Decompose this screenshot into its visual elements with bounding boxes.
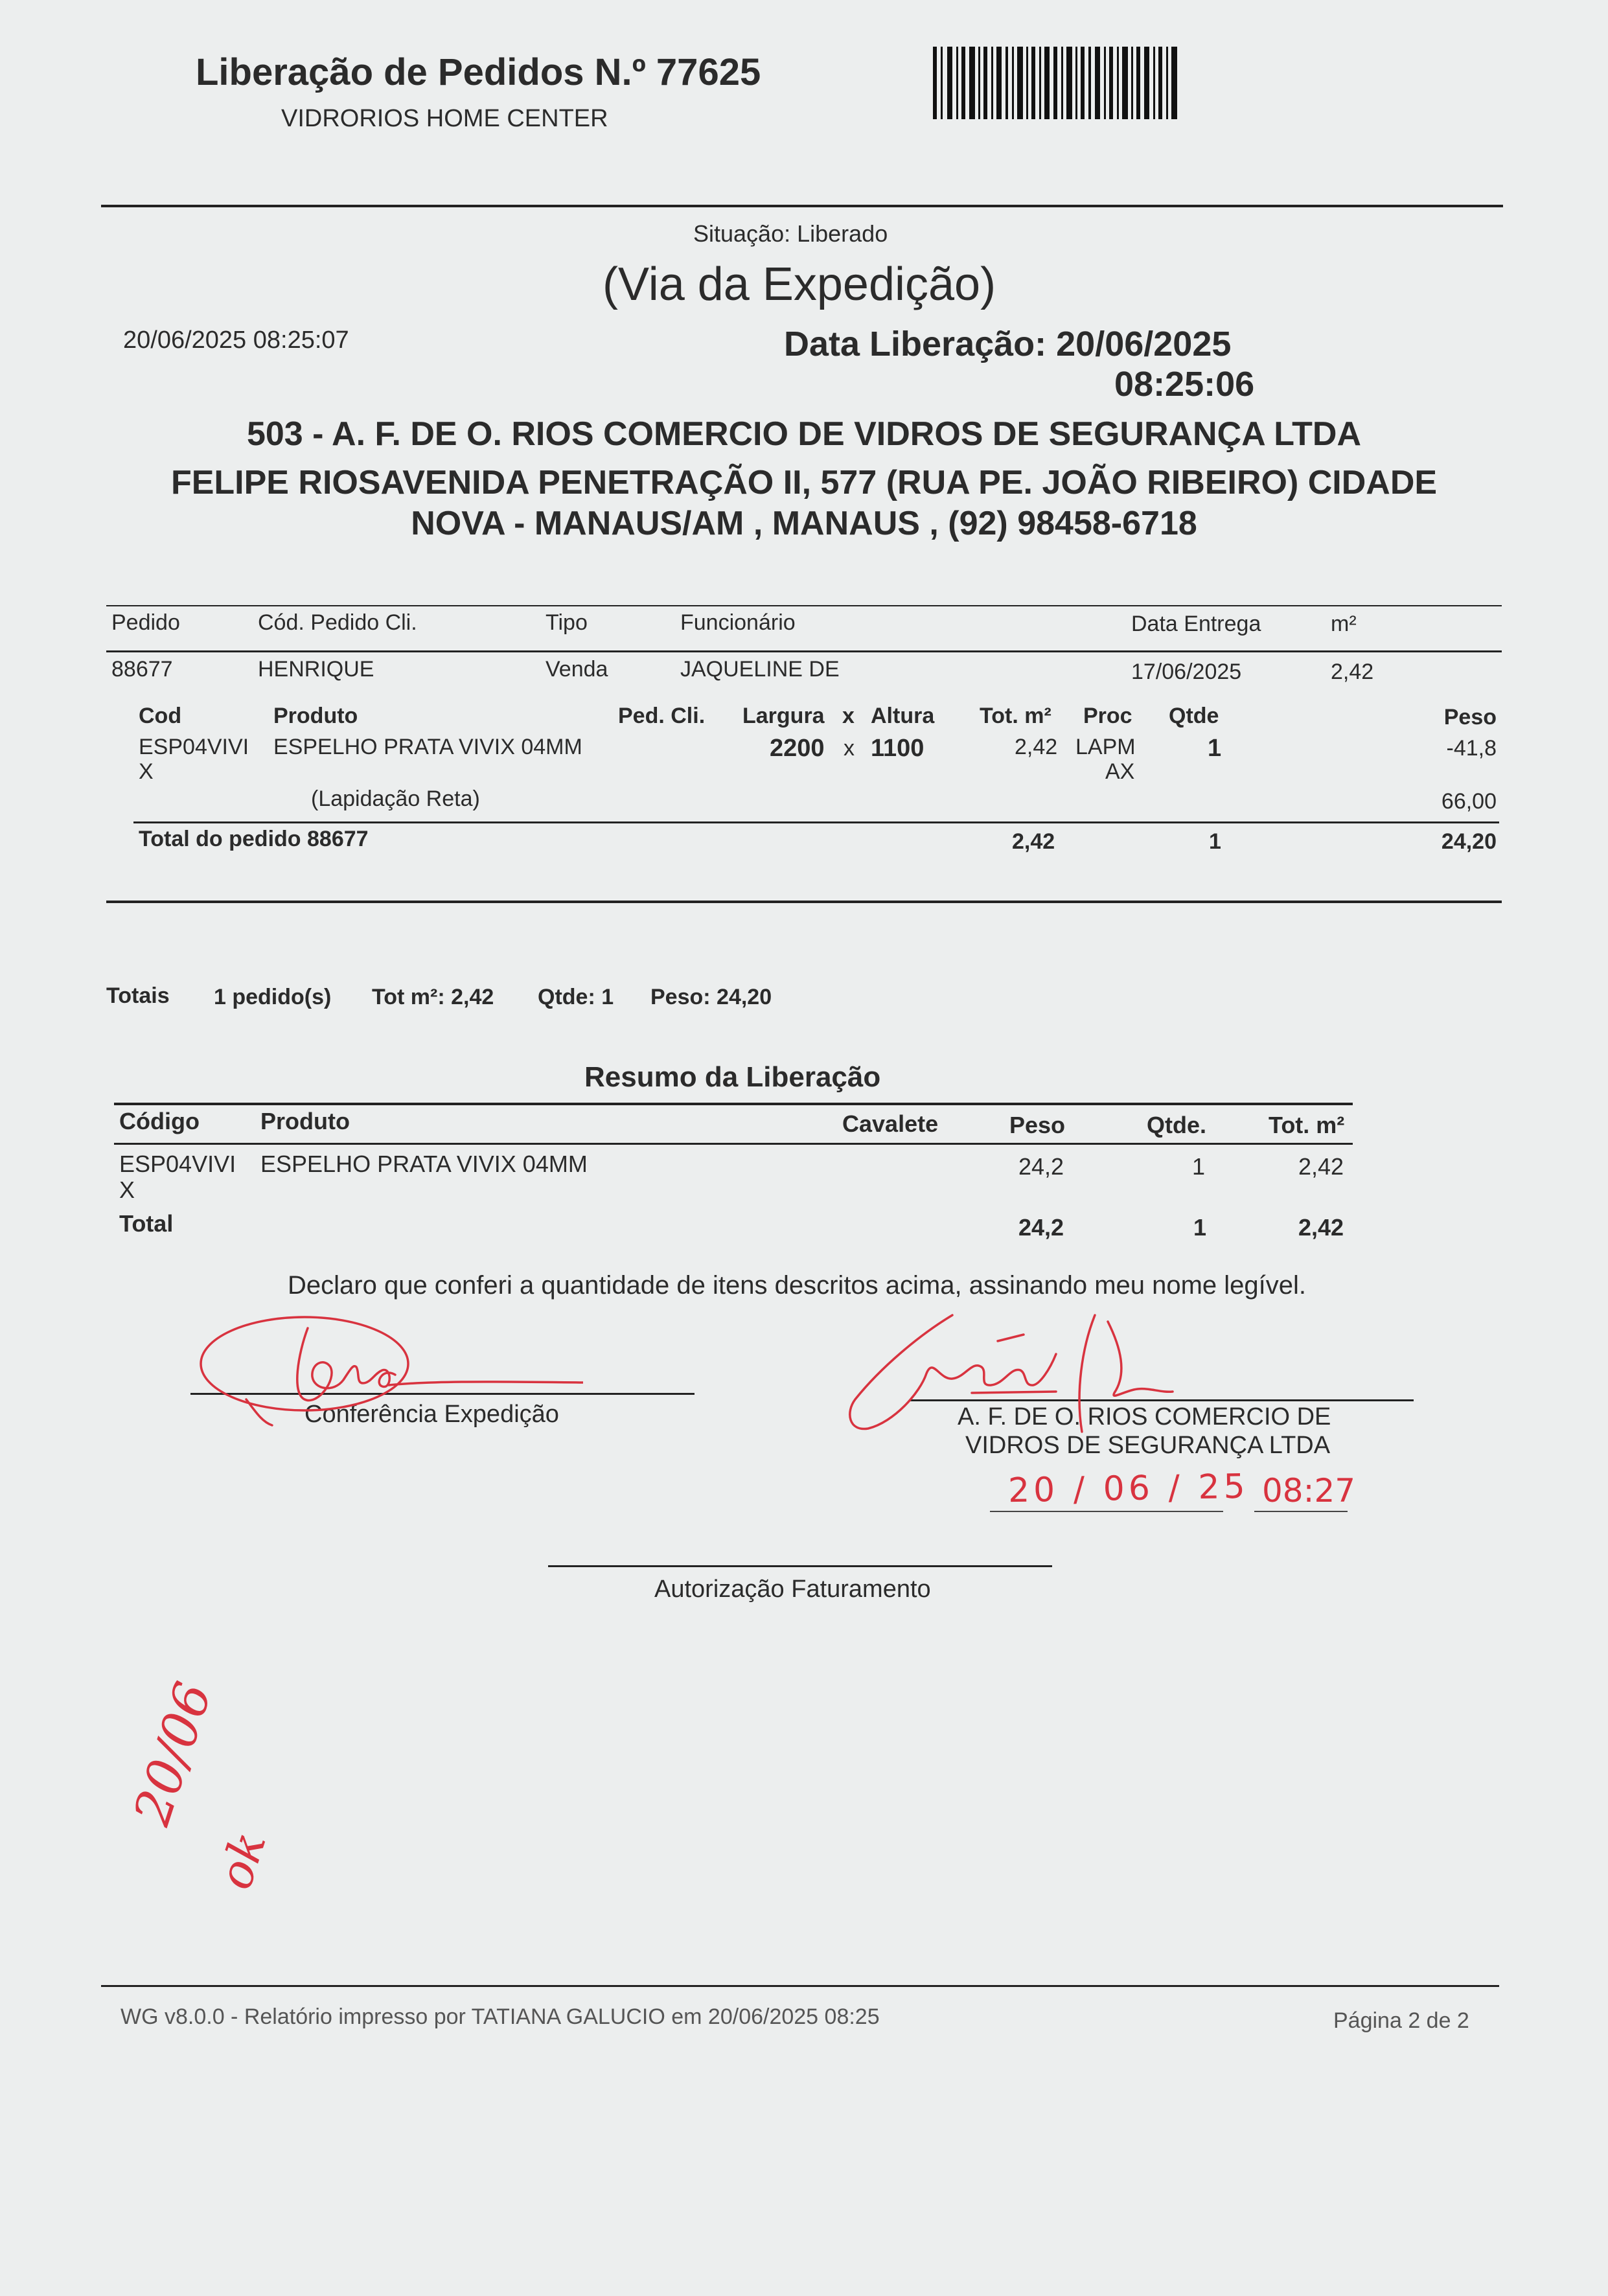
footer-divider	[101, 1985, 1499, 1987]
order-total-m2: 2,42	[1012, 829, 1055, 854]
item-produto: ESPELHO PRATA VIVIX 04MM	[273, 735, 582, 759]
customer-line-1: 503 - A. F. DE O. RIOS COMERCIO DE VIDROS DE SEGURANÇA LTDA	[246, 415, 1362, 453]
margin-note-ok: ok	[207, 1825, 277, 1896]
item-altura: 1100	[871, 735, 925, 762]
summary-peso: 24,2	[1018, 1153, 1064, 1180]
signature-company-line2: VIDROS DE SEGURANÇA LTDA	[965, 1432, 1331, 1459]
release-time: 08:25:06	[1114, 365, 1255, 404]
barcode	[933, 47, 1179, 119]
items-largura-header: Largura	[742, 704, 825, 728]
items-tot-m2-header: Tot. m²	[980, 704, 1051, 728]
item-sub-note: (Lapidação Reta)	[311, 786, 480, 811]
summary-total-peso: 24,2	[1018, 1214, 1064, 1241]
col-tipo-header: Tipo	[546, 610, 588, 635]
totals-label: Totais	[106, 983, 170, 1008]
order-table-header-line	[106, 650, 1502, 652]
summary-cavalete-header: Cavalete	[842, 1110, 939, 1137]
order-funcionario: JAQUELINE DE	[680, 657, 840, 682]
print-datetime: 20/06/2025 08:25:07	[123, 327, 349, 354]
summary-total-qtde: 1	[1193, 1214, 1207, 1241]
summary-codigo-header: Código	[119, 1108, 200, 1134]
customer-line-3: NOVA - MANAUS/AM , MANAUS , (92) 98458-6718	[411, 505, 1197, 542]
order-cod-cli: HENRIQUE	[258, 657, 374, 682]
item-cod-line1: ESP04VIVI	[139, 735, 249, 759]
order-total-qtde: 1	[1209, 829, 1221, 854]
col-m2-header: m²	[1331, 612, 1357, 636]
item-peso: -41,8	[1446, 736, 1497, 761]
order-total-peso: 24,20	[1441, 829, 1497, 854]
items-cod-header: Cod	[139, 704, 182, 728]
summary-total-tot-m2: 2,42	[1298, 1214, 1344, 1241]
via-title: (Via da Expedição)	[603, 258, 996, 310]
totals-pedidos: 1 pedido(s)	[214, 985, 332, 1009]
item-cod-line2: X	[139, 759, 154, 784]
order-total-label: Total do pedido 88677	[139, 827, 369, 851]
item-proc-line1: LAPM	[1075, 735, 1136, 759]
order-m2: 2,42	[1331, 660, 1374, 684]
items-total-line	[133, 821, 1499, 823]
items-proc-header: Proc	[1083, 704, 1132, 728]
release-date: Data Liberação: 20/06/2025	[784, 325, 1232, 363]
items-qtde-header: Qtde	[1169, 704, 1219, 728]
company-short-name: VIDRORIOS HOME CENTER	[281, 105, 608, 132]
col-pedido-header: Pedido	[111, 610, 180, 635]
col-data-entrega-header: Data Entrega	[1131, 612, 1261, 636]
totals-peso: Peso: 24,20	[650, 985, 772, 1009]
summary-title: Resumo da Liberação	[584, 1061, 881, 1093]
item-largura: 2200	[770, 735, 825, 762]
summary-codigo-line1: ESP04VIVI	[119, 1151, 236, 1177]
footer-printed-by: WG v8.0.0 - Relatório impresso por TATIANA GALUCIO em 20/06/2025 08:25	[121, 2004, 880, 2029]
summary-qtde-header: Qtde.	[1147, 1112, 1207, 1138]
page-title: Liberação de Pedidos N.º 77625	[196, 51, 761, 93]
items-peso-header: Peso	[1443, 705, 1497, 729]
items-altura-header: Altura	[871, 704, 935, 728]
date-underline	[990, 1511, 1223, 1512]
order-table-top-line	[106, 605, 1502, 606]
items-produto-header: Produto	[273, 704, 358, 728]
order-tipo: Venda	[546, 657, 608, 682]
item-tot-m2: 2,42	[1015, 735, 1058, 759]
col-cod-cli-header: Cód. Pedido Cli.	[258, 610, 417, 635]
conferencia-signature	[194, 1302, 583, 1432]
order-block-bottom-line	[106, 901, 1502, 903]
item-sub-peso: 66,00	[1441, 789, 1497, 814]
signature-company-line1: A. F. DE O. RIOS COMERCIO DE	[958, 1403, 1331, 1430]
summary-top-line	[114, 1103, 1353, 1105]
autorizacao-label: Autorização Faturamento	[654, 1576, 931, 1603]
order-data-entrega: 17/06/2025	[1131, 660, 1242, 684]
summary-qtde: 1	[1192, 1153, 1206, 1180]
totals-qtde: Qtde: 1	[538, 985, 614, 1009]
summary-produto: ESPELHO PRATA VIVIX 04MM	[260, 1151, 588, 1177]
footer-page-number: Página 2 de 2	[1333, 2008, 1469, 2033]
autorizacao-signature-line	[548, 1565, 1052, 1567]
conferencia-label: Conferência Expedição	[304, 1401, 559, 1428]
summary-total-label: Total	[119, 1210, 174, 1237]
summary-peso-header: Peso	[1009, 1112, 1066, 1138]
totals-tot-m2: Tot m²: 2,42	[372, 985, 494, 1009]
handwritten-time: 08:27	[1262, 1472, 1356, 1510]
item-proc-line2: AX	[1105, 759, 1135, 784]
company-signature	[842, 1296, 1257, 1451]
items-x-header: x	[842, 704, 855, 728]
header-divider	[101, 205, 1503, 207]
summary-produto-header: Produto	[260, 1108, 350, 1134]
summary-header-line	[114, 1143, 1353, 1145]
margin-note-date: 20/06	[123, 1675, 224, 1832]
customer-line-2: FELIPE RIOSAVENIDA PENETRAÇÃO II, 577 (RUA PE. JOÃO RIBEIRO) CIDADE	[170, 464, 1438, 501]
item-qtde: 1	[1208, 735, 1222, 762]
time-underline	[1254, 1511, 1348, 1512]
declaration-text: Declaro que conferi a quantidade de itens descritos acima, assinando meu nome legível.	[288, 1271, 1307, 1300]
col-funcionario-header: Funcionário	[680, 610, 796, 635]
status-line: Situação: Liberado	[693, 220, 888, 247]
order-pedido: 88677	[111, 657, 173, 682]
item-x: x	[844, 736, 855, 761]
handwritten-date: 20 / 06 / 25	[1007, 1467, 1250, 1511]
items-ped-cli-header: Ped. Cli.	[618, 704, 706, 728]
summary-tot-m2: 2,42	[1298, 1153, 1344, 1180]
summary-codigo-line2: X	[119, 1177, 135, 1203]
summary-tot-m2-header: Tot. m²	[1269, 1112, 1345, 1138]
